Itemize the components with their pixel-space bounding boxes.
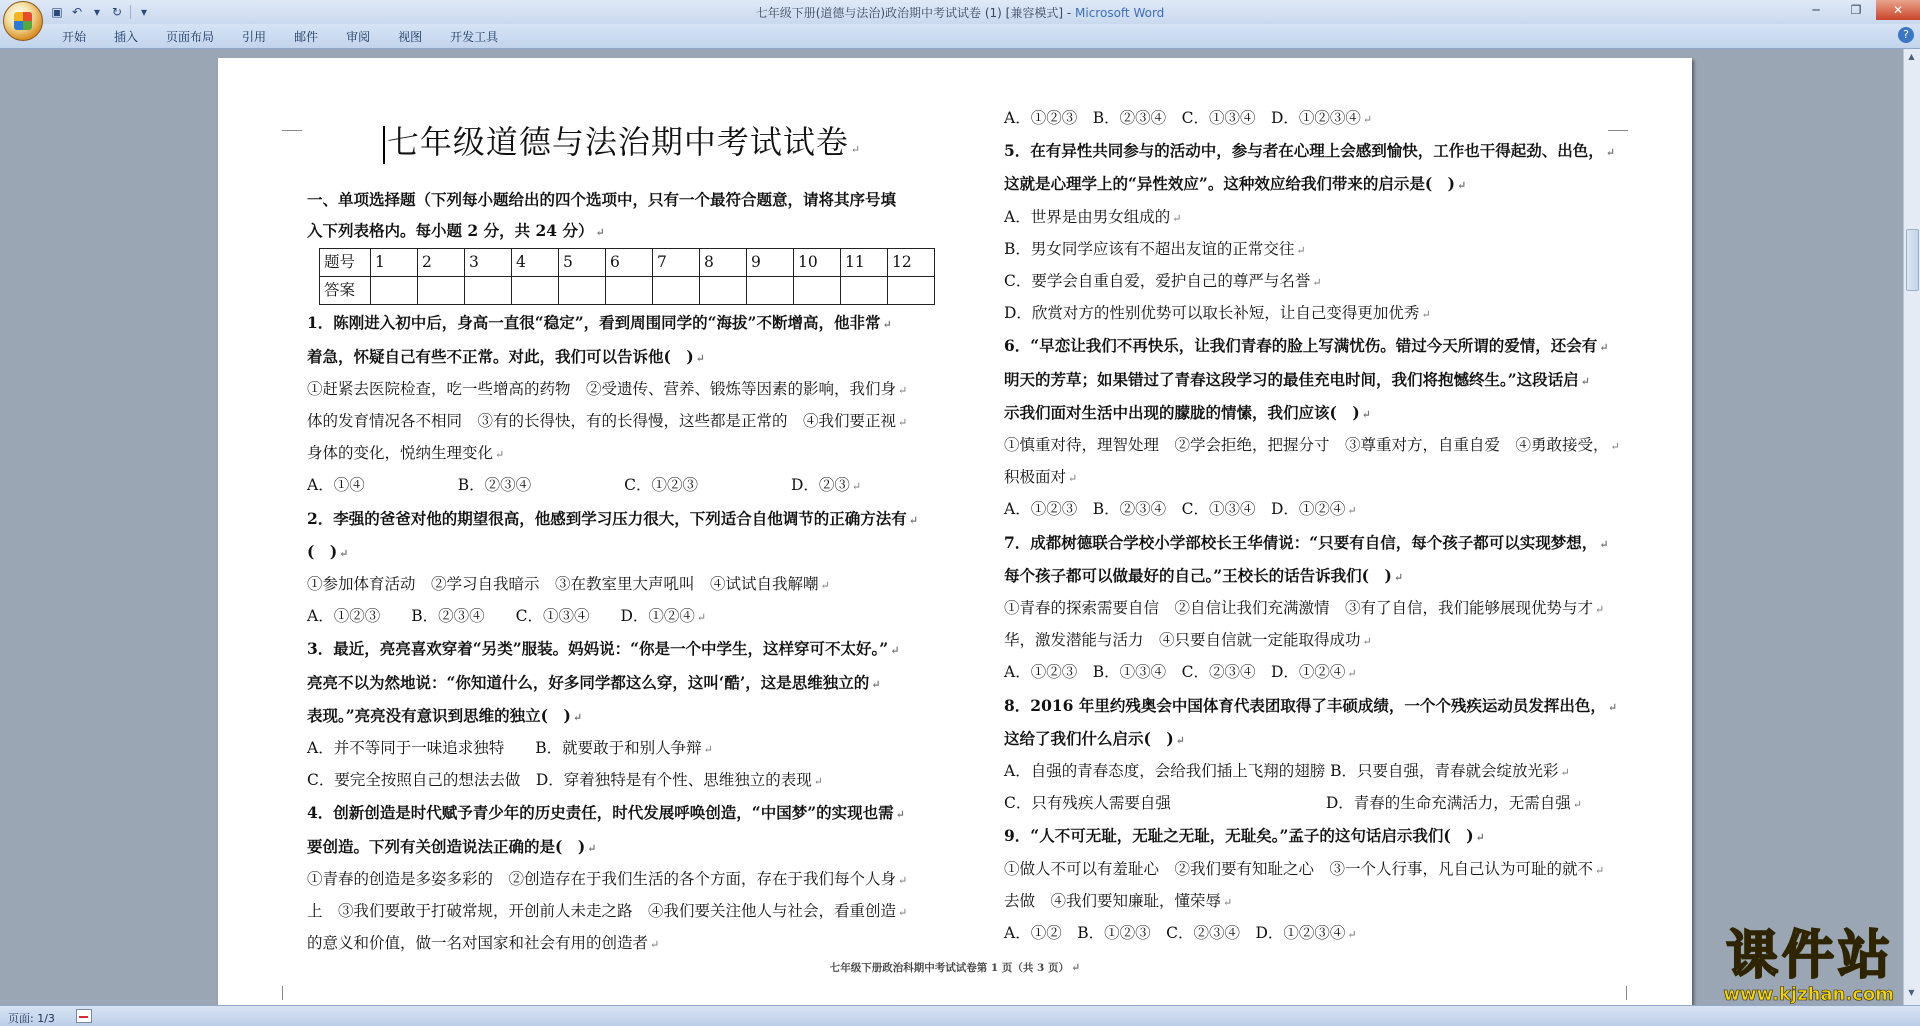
document-line-text: 身体的变化，悦纳生理变化 xyxy=(307,444,494,463)
watermark-brand: 课件站 xyxy=(1725,926,1894,986)
left-column xyxy=(307,122,937,960)
document-line-text: A．①② B．①②③ C．②③④ D．①②③④ xyxy=(1004,924,1346,943)
office-logo-icon xyxy=(14,12,32,30)
spell-check-icon[interactable] xyxy=(76,1009,92,1023)
answer-table-row-answers xyxy=(320,277,935,305)
document-line: ①做人不可以有羞耻心 ②我们要有知耻之心 ③一个人行事，凡自己认为可耻的就不 ↵ xyxy=(1004,859,1605,878)
document-name: 七年级下册(道德与法治)政治期中考试试卷 (1) [兼容模式] xyxy=(755,6,1064,20)
answer-table-cell[interactable] xyxy=(512,277,559,305)
document-line-text: 1．陈刚进入初中后，身高一直很“稳定”，看到周围同学的“海拔”不断增高，他非常 xyxy=(307,313,881,333)
document-line: C．要学会自重自爱，爱护自己的尊严与名誉 ↵ xyxy=(1004,272,1322,291)
title-bar xyxy=(0,0,1920,24)
answer-table-cell: 11 xyxy=(841,249,888,277)
answer-table-cell[interactable] xyxy=(794,277,841,305)
document-title-text: 七年级道德与法治期中考试试卷 xyxy=(386,123,849,161)
document-line: 明天的芳草；如果错过了青春这段学习的最佳充电时间，我们将抱憾终生。”这段话启 ↵ xyxy=(1004,369,1590,389)
text-cursor xyxy=(383,126,385,164)
answer-table-cell: 5 xyxy=(559,249,606,277)
status-bar xyxy=(0,1005,1920,1026)
page-footer: 七年级下册政治科期中考试试卷第 1 页（共 3 页） ↵ xyxy=(829,961,1081,974)
document-line: 1．陈刚进入初中后，身高一直很“稳定”，看到周围同学的“海拔”不断增高，他非常 ↵ xyxy=(307,313,892,333)
ribbon-tabs xyxy=(48,29,512,45)
watermark-logo xyxy=(1723,928,1894,1005)
document-line: 体的发育情况各不相同 ③有的长得快，有的长得慢，这些都是正常的 ④我们要正视 ↵ xyxy=(307,412,908,431)
answer-table-cell[interactable] xyxy=(841,277,888,305)
answer-table-cell: 4 xyxy=(512,249,559,277)
answer-table-cell: 7 xyxy=(653,249,700,277)
answer-table-cell: 题号 xyxy=(320,249,371,277)
document-line: 这给了我们什么启示( ) ↵ xyxy=(1004,728,1185,748)
section-heading: 一、单项选择题（下列每小题给出的四个选项中，只有一个最符合题意，请将其序号填 xyxy=(307,190,897,209)
answer-table-cell: 3 xyxy=(465,249,512,277)
maximize-icon[interactable]: ❐ xyxy=(1850,3,1862,17)
document-line: D．欣赏对方的性别优势可以取长补短，让自己变得更加优秀 ↵ xyxy=(1004,304,1431,323)
document-line: 上 ③我们要敢于打破常规，开创前人未走之路 ④我们要关注他人与社会，看重创造 ↵ xyxy=(307,902,908,921)
document-line: 积极面对 ↵ xyxy=(1004,468,1078,487)
scroll-up-icon[interactable]: ▲ xyxy=(1908,52,1915,61)
right-column xyxy=(1004,103,1644,950)
document-workspace xyxy=(0,49,1904,1005)
page-indicator[interactable]: 页面: 1/3 xyxy=(8,1012,55,1025)
answer-table-cell[interactable] xyxy=(465,277,512,305)
vertical-scrollbar[interactable] xyxy=(1903,49,1920,1005)
document-line: 4．创新创造是时代赋予青少年的历史责任，时代发展呼唤创造，“中国梦”的实现也需 ↵ xyxy=(307,803,905,823)
document-line-text: ①青春的创造是多姿多彩的 ②创造存在于我们生活的各个方面，存在于我们每个人身 xyxy=(307,869,897,888)
crop-mark xyxy=(1626,986,1628,1000)
document-page[interactable] xyxy=(218,58,1692,1016)
document-line-text: A．自强的青春态度，会给我们插上飞翔的翅膀 B．只要自强，青春就会绽放光彩 xyxy=(1004,762,1559,781)
document-line: 2．李强的爸爸对他的期望很高，他感到学习压力很大，下列适合自他调节的正确方法有 ↵ xyxy=(307,508,919,528)
document-line: 3．最近，亮亮喜欢穿着“另类”服装。妈妈说：“你是一个中学生，这样穿可不太好。” ↵ xyxy=(307,639,900,659)
document-line: A．①② B．①②③ C．②③④ D．①②③④ ↵ xyxy=(1004,924,1357,943)
document-line-text: A．并不等同于一味追求独特 B．就要敢于和别人争辩 xyxy=(307,739,702,758)
ribbon-tab[interactable]: 视图 xyxy=(398,30,423,44)
document-line: A．自强的青春态度，会给我们插上飞翔的翅膀 B．只要自强，青春就会绽放光彩 ↵ xyxy=(1004,762,1570,781)
ribbon-tab[interactable]: 开始 xyxy=(62,30,87,44)
document-line-text: A．①②③ B．②③④ C．①③④ D．①②④ xyxy=(307,607,695,626)
answer-table-row-numbers xyxy=(320,249,935,277)
document-line-text: 这给了我们什么启示( ) xyxy=(1004,728,1174,748)
document-line-text: A．①②③ B．①③④ C．②③④ D．①②④ xyxy=(1004,663,1346,682)
document-line-text: 每个孩子都可以做最好的自己。”王校长的话告诉我们( ) xyxy=(1004,565,1392,585)
document-line: 这就是心理学上的“异性效应”。这种效应给我们带来的启示是( ) ↵ xyxy=(1004,174,1467,194)
close-icon[interactable]: ✕ xyxy=(1876,0,1920,20)
document-line: 9．“人不可无耻，无耻之无耻，无耻矣。”孟子的这句话启示我们( ) ↵ xyxy=(1004,826,1485,846)
document-line-text: 7．成都树德联合学校小学部校长王华倩说：“只要有自信，每个孩子都可以实现梦想， xyxy=(1004,532,1598,552)
document-line: 5．在有异性共同参与的活动中，参与者在心理上会感到愉快，工作也干得起劲、出色， ↵ xyxy=(1004,141,1616,161)
document-line: A．并不等同于一味追求独特 B．就要敢于和别人争辩 ↵ xyxy=(307,739,713,758)
document-line: 7．成都树德联合学校小学部校长王华倩说：“只要有自信，每个孩子都可以实现梦想， ↵ xyxy=(1004,532,1609,552)
document-line-text: 明天的芳草；如果错过了青春这段学习的最佳充电时间，我们将抱憾终生。”这段话启 xyxy=(1004,369,1579,389)
answer-table-cell[interactable] xyxy=(371,277,418,305)
answer-table-cell: 1 xyxy=(371,249,418,277)
document-line-text: C．只有残疾人需要自强 D．青春的生命充满活力，无需自强 xyxy=(1004,794,1571,813)
document-line: A．①②③ B．②③④ C．①③④ D．①②③④ ↵ xyxy=(1004,109,1373,127)
document-line: 身体的变化，悦纳生理变化 ↵ xyxy=(307,444,505,463)
document-line: ①参加体育活动 ②学习自我暗示 ③在教室里大声吼叫 ④试试自我解嘲 ↵ xyxy=(307,575,830,594)
document-line-text: ①赶紧去医院检查，吃一些增高的药物 ②受遗传、营养、锻炼等因素的影响，我们身 xyxy=(307,379,897,398)
document-line-text: ①做人不可以有羞耻心 ②我们要有知耻之心 ③一个人行事，凡自己认为可耻的就不 xyxy=(1004,859,1594,878)
answer-table-cell: 10 xyxy=(794,249,841,277)
ribbon-tab[interactable]: 页面布局 xyxy=(166,30,215,44)
document-line: ①赶紧去医院检查，吃一些增高的药物 ②受遗传、营养、锻炼等因素的影响，我们身 ↵ xyxy=(307,379,908,398)
document-line-text: 的意义和价值，做一名对国家和社会有用的创造者 xyxy=(307,934,649,953)
left-question-list xyxy=(307,307,937,960)
answer-table-cell[interactable] xyxy=(418,277,465,305)
answer-table-cell[interactable] xyxy=(606,277,653,305)
ribbon-tab[interactable]: 插入 xyxy=(114,30,139,44)
undo-icon[interactable]: ↶ xyxy=(71,5,83,19)
document-line-text: 着急，怀疑自己有些不正常。对此，我们可以告诉他( ) xyxy=(307,346,694,366)
crop-mark xyxy=(282,986,284,1000)
document-line: A．①②③ B．①③④ C．②③④ D．①②④ ↵ xyxy=(1004,663,1357,682)
ribbon-tab[interactable]: 开发工具 xyxy=(450,30,499,44)
help-icon[interactable]: ? xyxy=(1898,27,1914,43)
answer-table xyxy=(319,248,935,305)
document-line-text: 上 ③我们要敢于打破常规，开创前人未走之路 ④我们要关注他人与社会，看重创造 xyxy=(307,902,897,921)
document-line: A．①④ B．②③④ C．①②③ D．②③ ↵ xyxy=(307,476,862,495)
document-line-text: 示我们面对生活中出现的朦胧的情愫，我们应该( ) xyxy=(1004,402,1360,422)
document-line-text: 体的发育情况各不相同 ③有的长得快，有的长得慢，这些都是正常的 ④我们要正视 xyxy=(307,412,897,431)
crop-mark xyxy=(282,110,302,131)
document-line-text: 积极面对 xyxy=(1004,468,1067,487)
document-line: A．①②③ B．②③④ C．①③④ D．①②④ ↵ xyxy=(1004,500,1357,519)
ribbon-tab[interactable]: 审阅 xyxy=(346,30,371,44)
document-line: 每个孩子都可以做最好的自己。”王校长的话告诉我们( ) ↵ xyxy=(1004,565,1404,585)
document-line-text: C．要学会自重自爱，爱护自己的尊严与名誉 xyxy=(1004,272,1311,291)
document-line-text: 8．2016 年里约残奥会中国体育代表团取得了丰硕成绩，一个个残疾运动员发挥出色， xyxy=(1004,695,1606,715)
document-line: C．要完全按照自己的想法去做 D．穿着独特是有个性、思维独立的表现 ↵ xyxy=(307,771,824,790)
undo-dropdown-icon[interactable]: ▾ xyxy=(93,5,101,19)
document-line-text: 6．“早恋让我们不再快乐，让我们青春的脸上写满忧伤。错过今天所谓的爱情，还会有 xyxy=(1004,336,1598,356)
answer-table-cell[interactable] xyxy=(888,277,935,305)
document-line-text: 亮亮不以为然地说：“你知道什么，好多同学都这么穿，这叫‘酷’，这是思维独立的 xyxy=(307,672,870,692)
scroll-down-icon[interactable]: ▼ xyxy=(1908,988,1915,997)
title-separator: - xyxy=(1063,6,1076,20)
answer-table-cell: 12 xyxy=(888,249,935,277)
document-line-text: ①慎重对待，理智处理 ②学会拒绝，把握分寸 ③尊重对方，自重自爱 ④勇敢接受， xyxy=(1004,436,1609,455)
document-line-text: 这就是心理学上的“异性效应”。这种效应给我们带来的启示是( ) xyxy=(1004,174,1456,194)
answer-table-cell[interactable] xyxy=(559,277,606,305)
document-line: 去做 ④我们要知廉耻，懂荣辱 ↵ xyxy=(1004,891,1233,910)
document-line: ①青春的创造是多姿多彩的 ②创造存在于我们生活的各个方面，存在于我们每个人身 ↵ xyxy=(307,869,908,888)
document-line-text: D．欣赏对方的性别优势可以取长补短，让自己变得更加优秀 xyxy=(1004,304,1420,323)
document-line-text: A．世界是由男女组成的 xyxy=(1004,207,1171,226)
document-line: 表现。”亮亮没有意识到思维的独立( ) ↵ xyxy=(307,705,583,725)
document-line-text: ①参加体育活动 ②学习自我暗示 ③在教室里大声吼叫 ④试试自我解嘲 xyxy=(307,575,819,594)
watermark-url: www.kjzhan.com xyxy=(1723,984,1894,1005)
answer-table-cell: 6 xyxy=(606,249,653,277)
window-controls xyxy=(1796,0,1920,20)
document-line-text: B．男女同学应该有不超出友谊的正常交往 xyxy=(1004,239,1295,258)
document-line: 华，激发潜能与活力 ④只要自信就一定能取得成功 ↵ xyxy=(1004,631,1372,650)
footer-text: 七年级下册政治科期中考试试卷第 1 页（共 3 页） xyxy=(829,962,1069,974)
office-button[interactable] xyxy=(3,1,43,41)
document-line-text: 2．李强的爸爸对他的期望很高，他感到学习压力很大，下列适合自他调节的正确方法有 xyxy=(307,508,907,528)
section-heading-text: 入下列表格内。每小题 2 分，共 24 分） xyxy=(307,221,594,241)
document-line-text: 5．在有异性共同参与的活动中，参与者在心理上会感到愉快，工作也干得起劲、出色， xyxy=(1004,141,1604,161)
document-line-text: ( ) xyxy=(307,541,338,561)
answer-table-cell[interactable]: 答案 xyxy=(320,277,371,305)
answer-table-cell: 2 xyxy=(418,249,465,277)
document-line: C．只有残疾人需要自强 D．青春的生命充满活力，无需自强 ↵ xyxy=(1004,794,1583,813)
document-line-text: A．①②③ B．②③④ C．①③④ D．①②③④ xyxy=(1004,109,1361,127)
document-title: 七年级道德与法治期中考试试卷 ↵ xyxy=(307,122,937,170)
document-line: 示我们面对生活中出现的朦胧的情愫，我们应该( ) ↵ xyxy=(1004,402,1371,422)
document-line: ①青春的探索需要自信 ②自信让我们充满激情 ③有了自信，我们能够展现优势与才 ↵ xyxy=(1004,599,1605,618)
document-line: A．①②③ B．②③④ C．①③④ D．①②④ ↵ xyxy=(307,607,707,626)
document-line: 亮亮不以为然地说：“你知道什么，好多同学都这么穿，这叫‘酷’，这是思维独立的 ↵ xyxy=(307,672,881,692)
document-line: A．世界是由男女组成的 ↵ xyxy=(1004,207,1182,226)
minimize-icon[interactable]: ─ xyxy=(1812,3,1820,17)
ribbon-tab[interactable]: 引用 xyxy=(242,30,267,44)
document-line-text: 华，激发潜能与活力 ④只要自信就一定能取得成功 xyxy=(1004,631,1361,650)
answer-table-cell[interactable] xyxy=(653,277,700,305)
document-line: ①慎重对待，理智处理 ②学会拒绝，把握分寸 ③尊重对方，自重自爱 ④勇敢接受， ↵ xyxy=(1004,436,1620,455)
customize-qat-icon[interactable]: ▾ xyxy=(140,5,148,19)
section-heading-cont: 入下列表格内。每小题 2 分，共 24 分） ↵ xyxy=(307,221,605,241)
document-line-text: C．要完全按照自己的想法去做 D．穿着独特是有个性、思维独立的表现 xyxy=(307,771,812,790)
window-title xyxy=(0,4,1920,21)
document-line: 8．2016 年里约残奥会中国体育代表团取得了丰硕成绩，一个个残疾运动员发挥出色， ↵ xyxy=(1004,695,1618,715)
right-question-list xyxy=(1004,103,1644,950)
answer-table-cell: 9 xyxy=(747,249,794,277)
ribbon-tab[interactable]: 邮件 xyxy=(294,30,319,44)
document-line-text: A．①④ B．②③④ C．①②③ D．②③ xyxy=(307,476,850,495)
document-line-text: 4．创新创造是时代赋予青少年的历史责任，时代发展呼唤创造，“中国梦”的实现也需 xyxy=(307,803,894,823)
document-line-text: ①青春的探索需要自信 ②自信让我们充满激情 ③有了自信，我们能够展现优势与才 xyxy=(1004,599,1594,618)
document-line-text: 要创造。下列有关创造说法正确的是( ) xyxy=(307,836,586,856)
document-line: 6．“早恋让我们不再快乐，让我们青春的脸上写满忧伤。错过今天所谓的爱情，还会有 ↵ xyxy=(1004,336,1609,356)
app-name: Microsoft Word xyxy=(1075,6,1165,20)
document-line-text: 3．最近，亮亮喜欢穿着“另类”服装。妈妈说：“你是一个中学生，这样穿可不太好。” xyxy=(307,639,889,659)
answer-table-cell: 8 xyxy=(700,249,747,277)
document-line-text: 表现。”亮亮没有意识到思维的独立( ) xyxy=(307,705,571,725)
scroll-thumb[interactable] xyxy=(1906,229,1919,291)
document-line: 要创造。下列有关创造说法正确的是( ) ↵ xyxy=(307,836,597,856)
document-line-text: A．①②③ B．②③④ C．①③④ D．①②④ xyxy=(1004,500,1346,519)
answer-table-cell[interactable] xyxy=(747,277,794,305)
document-line-text: 9．“人不可无耻，无耻之无耻，无耻矣。”孟子的这句话启示我们( ) xyxy=(1004,826,1474,846)
ribbon-tab-bar xyxy=(0,24,1920,49)
save-icon[interactable]: ▣ xyxy=(51,5,63,19)
document-line: 着急，怀疑自己有些不正常。对此，我们可以告诉他( ) ↵ xyxy=(307,346,705,366)
document-line-text: 去做 ④我们要知廉耻，懂荣辱 xyxy=(1004,891,1222,910)
redo-icon[interactable]: ↻ xyxy=(111,5,123,19)
document-line: ( ) ↵ xyxy=(307,541,349,561)
document-line: 的意义和价值，做一名对国家和社会有用的创造者 ↵ xyxy=(307,934,660,953)
answer-table-cell[interactable] xyxy=(700,277,747,305)
document-line: B．男女同学应该有不超出友谊的正常交往 ↵ xyxy=(1004,239,1306,258)
